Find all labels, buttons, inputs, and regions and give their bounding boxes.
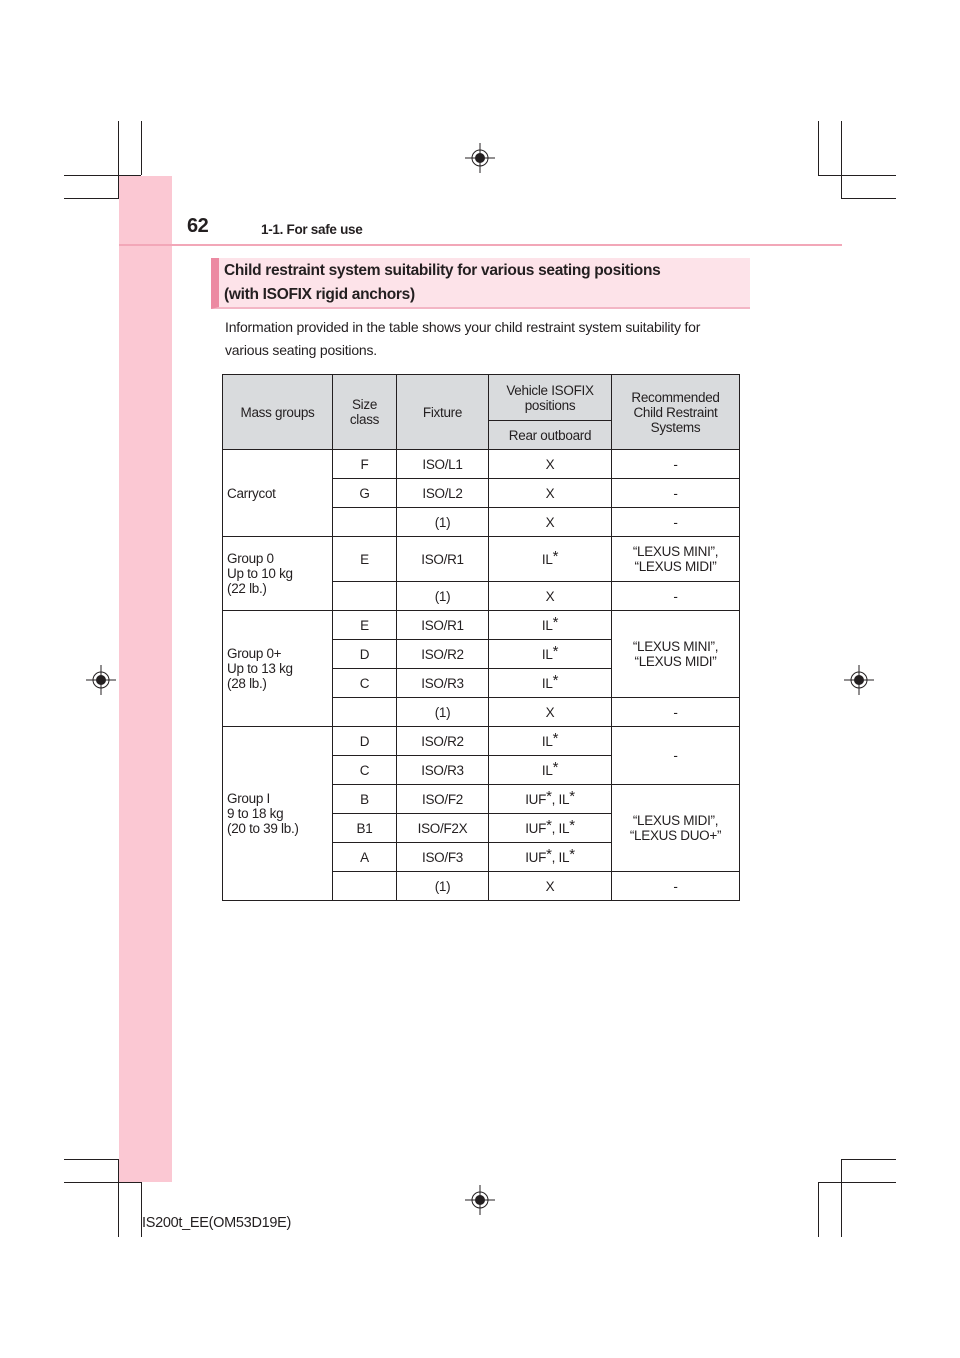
position-code: , IL xyxy=(551,791,570,807)
header-mass-groups: Mass groups xyxy=(223,375,333,450)
fixture-cell: ISO/L1 xyxy=(397,450,489,479)
registration-mark-icon xyxy=(86,665,116,695)
group-0-plus xyxy=(223,611,333,727)
recommended-cell xyxy=(612,537,740,582)
header-vehicle-positions xyxy=(489,375,612,421)
header-line: Child Restraint xyxy=(633,404,718,420)
crop-mark xyxy=(818,121,819,175)
crop-mark xyxy=(141,121,142,175)
recommended-line: “LEXUS MINI”, xyxy=(632,544,719,559)
header-recommended xyxy=(612,375,740,450)
recommended-cell: - xyxy=(612,479,740,508)
position-code: , IL xyxy=(551,820,570,836)
group-line: Up to 10 kg xyxy=(227,566,293,581)
position-cell xyxy=(489,843,612,872)
position-cell: X xyxy=(489,582,612,611)
recommended-line: “LEXUS MIDI” xyxy=(634,559,717,574)
header-rule xyxy=(119,244,842,246)
fixture-cell: ISO/F2 xyxy=(397,785,489,814)
fixture-cell: (1) xyxy=(397,872,489,901)
registration-mark-icon xyxy=(844,665,874,695)
table-row xyxy=(223,450,740,479)
asterisk: * xyxy=(552,729,559,747)
position-code: IUF xyxy=(525,849,547,865)
page-number: 62 xyxy=(187,215,209,237)
size-cell xyxy=(333,508,397,537)
crop-mark xyxy=(841,1159,896,1160)
table-row xyxy=(223,727,740,756)
size-cell xyxy=(333,698,397,727)
document-code: IS200t_EE(OM53D19E) xyxy=(142,1215,292,1231)
crop-mark xyxy=(818,1182,819,1237)
group-line: (22 lb.) xyxy=(227,581,267,596)
recommended-cell xyxy=(612,785,740,872)
position-code: IL xyxy=(541,617,553,633)
crop-mark xyxy=(841,1159,842,1237)
fixture-cell: ISO/R3 xyxy=(397,756,489,785)
position-code: IL xyxy=(541,762,553,778)
group-line: (20 to 39 lb.) xyxy=(227,821,299,836)
crop-mark xyxy=(818,175,896,176)
intro-line: various seating positions. xyxy=(225,342,377,358)
position-cell xyxy=(489,611,612,640)
intro-paragraph xyxy=(225,316,755,362)
side-color-band xyxy=(119,176,172,1182)
size-cell: C xyxy=(333,756,397,785)
recommended-cell: - xyxy=(612,450,740,479)
crop-mark xyxy=(841,121,842,199)
header-rear-outboard: Rear outboard xyxy=(489,421,612,450)
asterisk: * xyxy=(552,613,559,631)
asterisk: * xyxy=(546,845,552,863)
crop-mark xyxy=(118,1159,119,1237)
size-cell xyxy=(333,872,397,901)
position-code: , IL xyxy=(551,849,570,865)
fixture-cell: ISO/F3 xyxy=(397,843,489,872)
section-title: 1-1. For safe use xyxy=(261,222,363,237)
group-carrycot: Carrycot xyxy=(223,450,333,537)
asterisk: * xyxy=(569,845,575,863)
crop-mark xyxy=(841,198,896,199)
position-cell: X xyxy=(489,508,612,537)
crop-mark xyxy=(64,198,118,199)
size-cell: C xyxy=(333,669,397,698)
recommended-cell: - xyxy=(612,872,740,901)
size-cell: B xyxy=(333,785,397,814)
group-line: Group 0 xyxy=(227,551,274,566)
registration-mark-icon xyxy=(465,1185,495,1215)
group-line: Group I xyxy=(227,791,270,806)
asterisk: * xyxy=(569,787,575,805)
asterisk: * xyxy=(546,787,552,805)
fixture-cell: ISO/R2 xyxy=(397,727,489,756)
crop-mark xyxy=(118,121,119,199)
header-size-class xyxy=(333,375,397,450)
asterisk: * xyxy=(552,547,559,565)
crop-mark xyxy=(64,175,141,176)
registration-mark-icon xyxy=(465,143,495,173)
section-heading xyxy=(224,259,744,307)
header-fixture: Fixture xyxy=(397,375,489,450)
position-cell: X xyxy=(489,450,612,479)
group-1 xyxy=(223,727,333,901)
position-cell xyxy=(489,785,612,814)
position-code: IUF xyxy=(525,820,547,836)
group-line: 9 to 18 kg xyxy=(227,806,284,821)
position-cell xyxy=(489,814,612,843)
fixture-cell: ISO/F2X xyxy=(397,814,489,843)
recommended-line: “LEXUS MIDI”, xyxy=(632,813,719,828)
crop-mark xyxy=(64,1182,141,1183)
group-line: (28 lb.) xyxy=(227,676,267,691)
size-cell: A xyxy=(333,843,397,872)
group-0 xyxy=(223,537,333,611)
size-cell: D xyxy=(333,727,397,756)
section-heading-line: Child restraint system suitability for various seating positions xyxy=(224,262,661,279)
recommended-line: “LEXUS DUO+” xyxy=(629,828,722,843)
asterisk: * xyxy=(569,816,575,834)
position-cell xyxy=(489,537,612,582)
crop-mark xyxy=(64,1159,118,1160)
position-code: IL xyxy=(541,646,553,662)
isofix-suitability-table xyxy=(222,374,740,901)
fixture-cell: (1) xyxy=(397,582,489,611)
asterisk: * xyxy=(552,671,559,689)
crop-mark xyxy=(818,1182,896,1183)
asterisk: * xyxy=(546,816,552,834)
size-cell: D xyxy=(333,640,397,669)
position-cell xyxy=(489,640,612,669)
table-row xyxy=(223,537,740,582)
recommended-cell: - xyxy=(612,727,740,785)
recommended-line: “LEXUS MINI”, xyxy=(632,639,719,654)
fixture-cell: (1) xyxy=(397,508,489,537)
intro-line: Information provided in the table shows your child restraint system suitability for xyxy=(225,319,701,335)
position-code: IUF xyxy=(525,791,547,807)
position-code: IL xyxy=(541,733,553,749)
fixture-cell: ISO/R1 xyxy=(397,537,489,582)
fixture-cell: ISO/L2 xyxy=(397,479,489,508)
group-line: Group 0+ xyxy=(227,646,282,661)
size-cell: F xyxy=(333,450,397,479)
position-cell xyxy=(489,727,612,756)
fixture-cell: ISO/R3 xyxy=(397,669,489,698)
size-cell: B1 xyxy=(333,814,397,843)
asterisk: * xyxy=(552,758,559,776)
fixture-cell: (1) xyxy=(397,698,489,727)
section-heading-line: (with ISOFIX rigid anchors) xyxy=(224,286,415,303)
header-line: Systems xyxy=(650,419,701,435)
size-cell xyxy=(333,582,397,611)
position-cell: X xyxy=(489,698,612,727)
position-code: IL xyxy=(541,675,553,691)
size-cell: E xyxy=(333,537,397,582)
table-row xyxy=(223,611,740,640)
position-cell xyxy=(489,756,612,785)
header-line: Vehicle ISOFIX xyxy=(506,382,594,398)
header-line: Recommended xyxy=(631,389,720,405)
position-code: IL xyxy=(541,551,553,567)
position-cell: X xyxy=(489,872,612,901)
fixture-cell: ISO/R1 xyxy=(397,611,489,640)
size-cell: E xyxy=(333,611,397,640)
header-line: class xyxy=(349,412,380,427)
fixture-cell: ISO/R2 xyxy=(397,640,489,669)
header-line: Size xyxy=(351,397,378,412)
position-cell xyxy=(489,669,612,698)
header-line: positions xyxy=(524,397,576,413)
size-cell: G xyxy=(333,479,397,508)
recommended-cell: - xyxy=(612,508,740,537)
group-line: Up to 13 kg xyxy=(227,661,293,676)
recommended-cell: - xyxy=(612,582,740,611)
recommended-cell xyxy=(612,611,740,698)
position-cell: X xyxy=(489,479,612,508)
recommended-line: “LEXUS MIDI” xyxy=(634,654,717,669)
recommended-cell: - xyxy=(612,698,740,727)
asterisk: * xyxy=(552,642,559,660)
